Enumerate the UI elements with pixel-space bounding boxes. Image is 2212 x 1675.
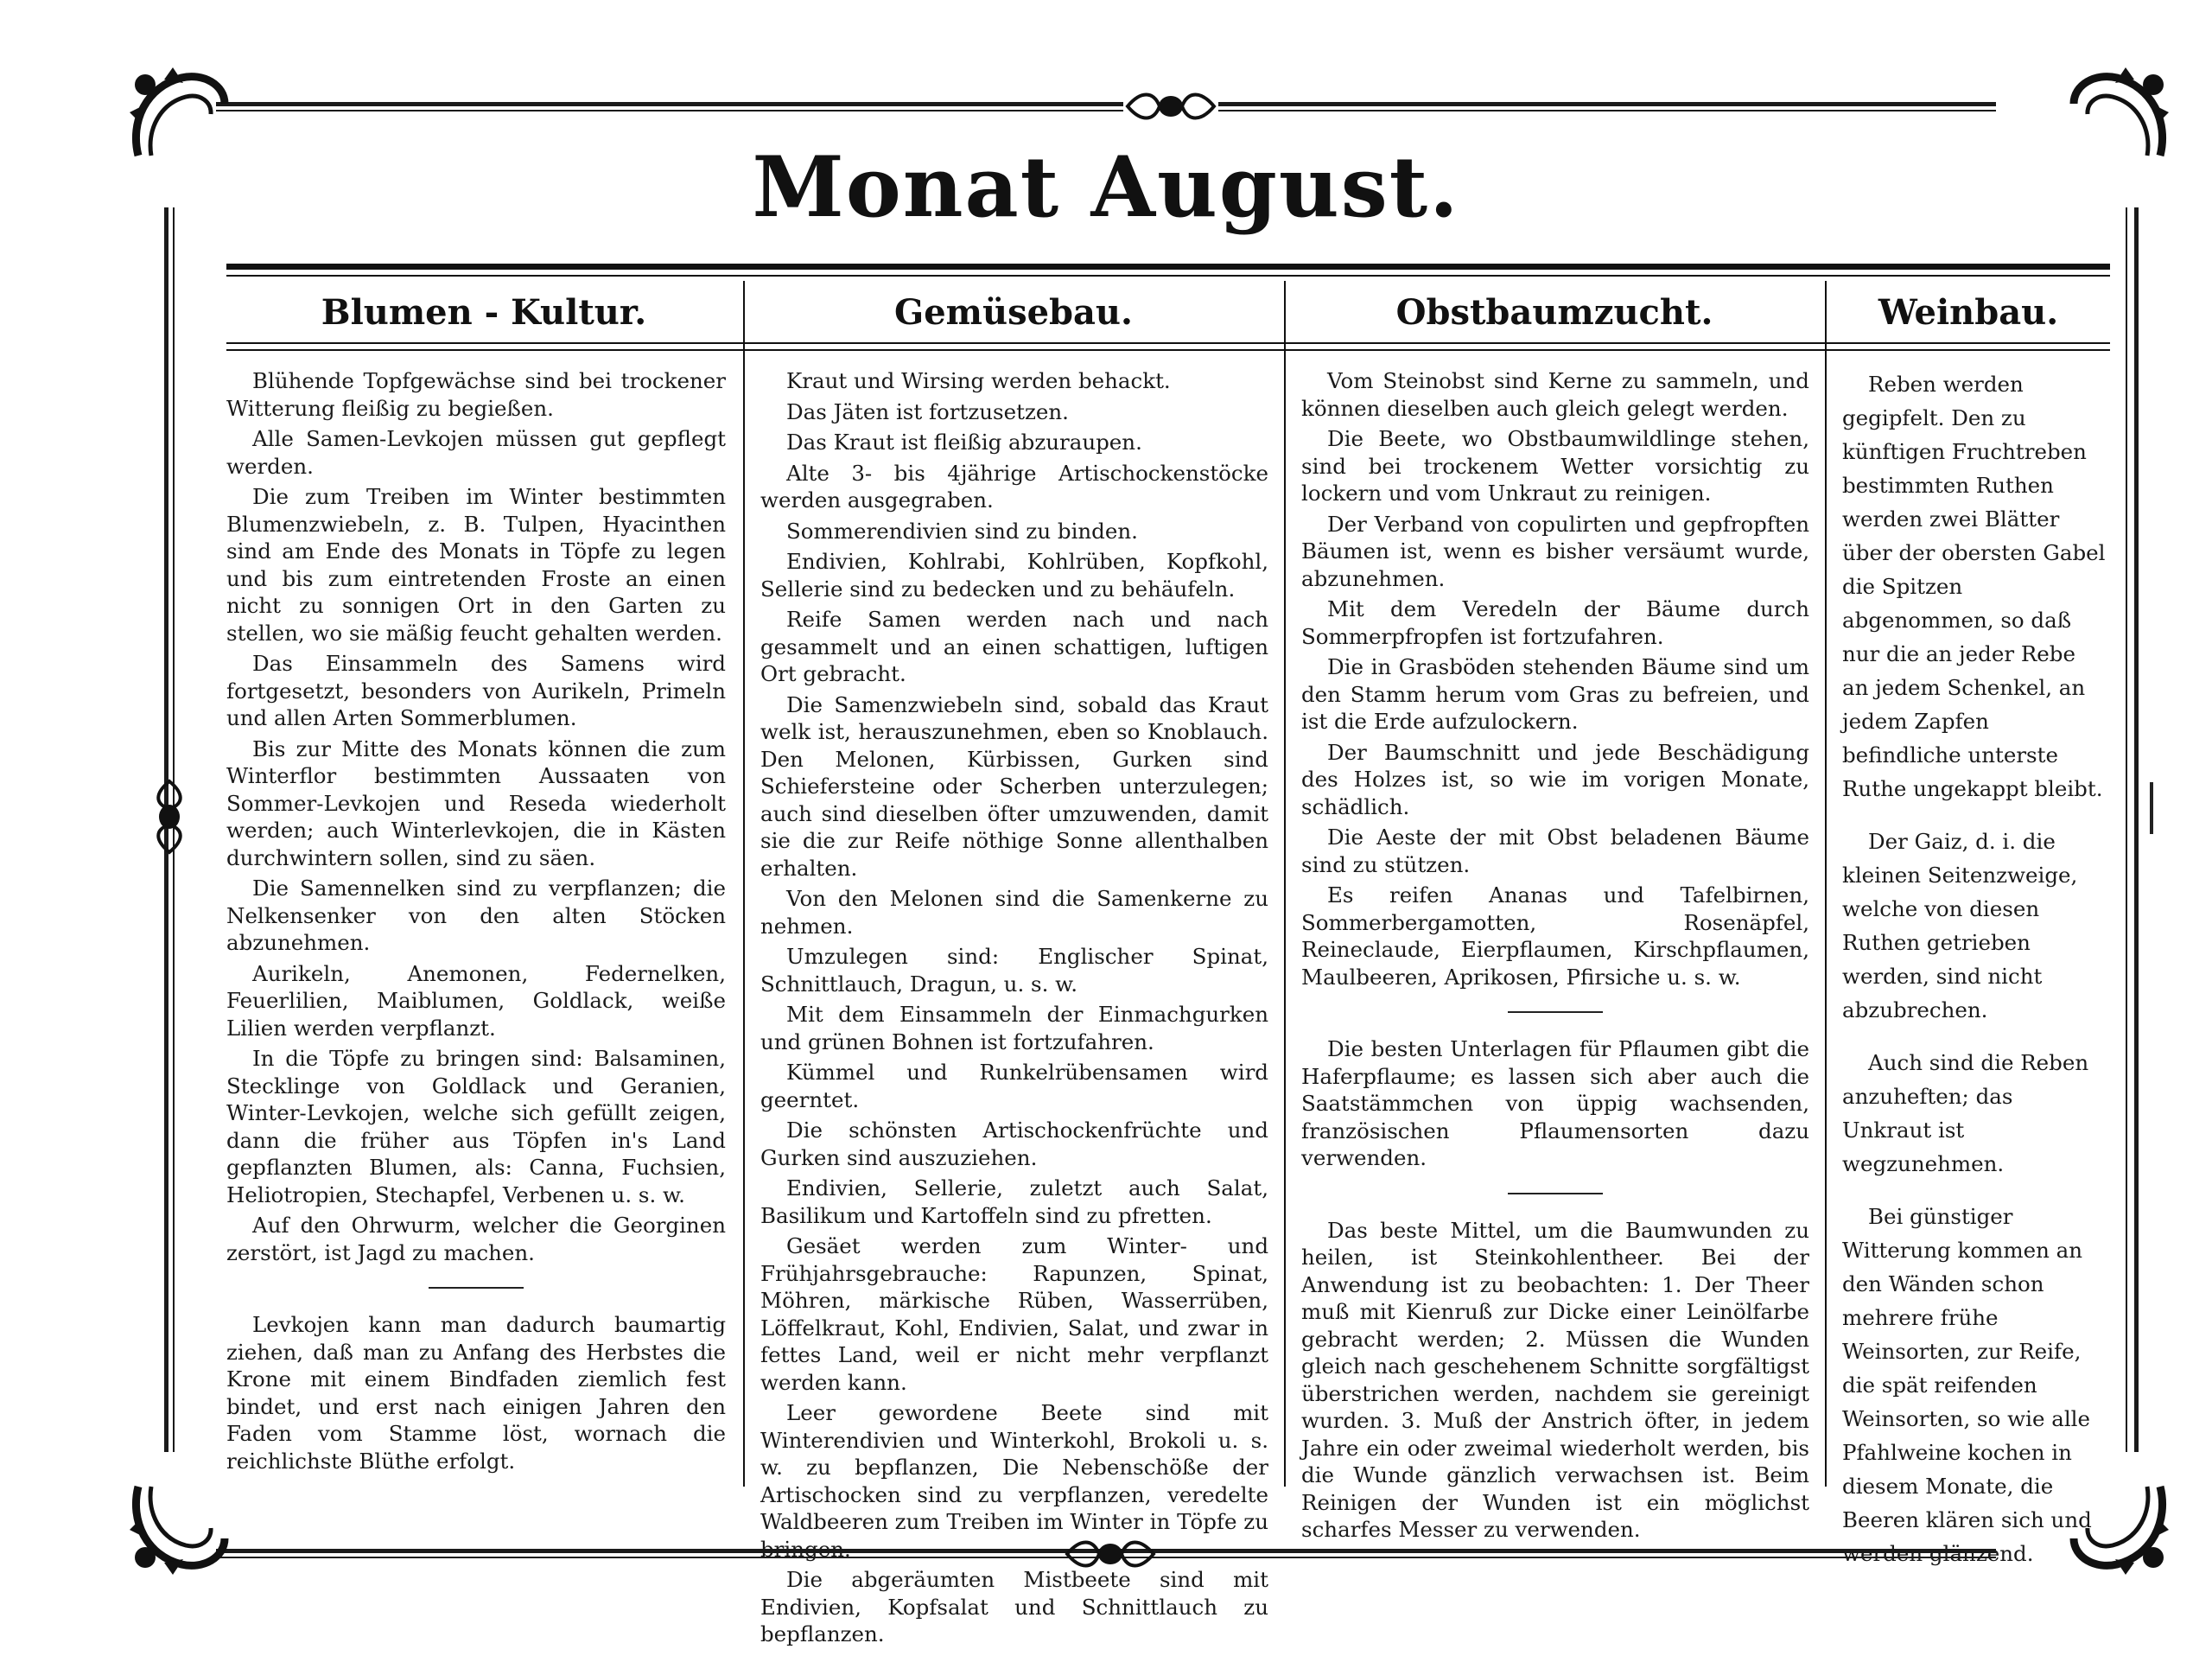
paragraph: Die Beete, wo Obstbaumwildlinge stehen, sind bei trockenem Wetter vorsichtig zu lockern und vom Unkraut zu reinigen.: [1301, 426, 1809, 506]
paragraph: Von den Melonen sind die Samenkerne zu nehmen.: [760, 886, 1268, 939]
column-heading-blumen: Blumen - Kultur.: [321, 291, 647, 333]
column-heading-obst: Obstbaumzucht.: [1395, 291, 1713, 333]
paragraph: Blühende Topfgewächse sind bei trockener Witterung fleißig zu begießen.: [226, 368, 726, 421]
header-rule: [226, 264, 2110, 270]
paragraph: Das beste Mittel, um die Baumwunden zu heilen, ist Steinkohlentheer. Bei der Anwendung ist zu beobachten: 1. Der Theer muß mit Kienruß zur Dicke einer Leinölfarbe gebracht werden; 2. Müssen die Wunden gleich nach geschehenem Schnitte sorgfältigst überstrichen werden, nachdem sie gereinigt wurden. 3. Muß der Anstrich öfter, in jedem Jahre ein oder zweimal wiederholt werden, bis die Wunde gänzlich verwachsen ist. Beim Reinigen der Wunden ist ein möglichst scharfes Messer zu verwenden.: [1301, 1217, 1809, 1542]
heading-rule-thin: [226, 349, 2110, 351]
paragraph: Endivien, Kohlrabi, Kohlrüben, Kopfkohl, Sellerie sind zu bedecken und zu behäufeln.: [760, 549, 1268, 602]
paragraph: Der Gaiz, d. i. die kleinen Seitenzweige, welche von diesen Ruthen getrieben werden, sind nicht abzubrechen.: [1842, 829, 2078, 1022]
paragraph: Die Samennelken sind zu verpflanzen; die Nelkensenker von den alten Stöcken abzunehmen.: [226, 876, 726, 955]
paragraph: Das Einsammeln des Samens wird fortgesetzt, besonders von Aurikeln, Primeln und allen Arten Sommerblumen.: [226, 651, 726, 730]
paragraph: Leer gewordene Beete sind mit Winterendivien und Winterkohl, Brokoli u. s. w. zu bepflanzen, Die Nebenschöße der Artischocken sind zu verpflanzen, veredelte Waldbeeren zum Treiben im Winter in Töpfe zu bringen.: [760, 1400, 1268, 1562]
column-obstbaumzucht: [1301, 367, 1809, 1547]
column-divider: [1825, 281, 1827, 1487]
paragraph: Bei günstiger Witterung kommen an den Wänden schon mehrere frühe Weinsorten, zur Reife, die spät reifenden Weinsorten, so wie alle Pfahlweine kochen in diesem Monate, die Beeren klären sich und werden glänzend.: [1842, 1204, 2092, 1566]
paragraph: Aurikeln, Anemonen, Federnelken, Feuerlilien, Maiblumen, Goldlack, weiße Lilien werden verpflanzt.: [226, 960, 726, 1041]
top-center-ornament-icon: [1123, 86, 1218, 126]
header-rule-thin: [226, 275, 2110, 277]
column-heading-gemuese: Gemüsebau.: [894, 291, 1133, 333]
paragraph: Die abgeräumten Mistbeete sind mit Endivien, Kopfsalat und Schnittlauch zu bepflanzen.: [760, 1567, 1268, 1646]
left-side-ornament-icon: [149, 778, 189, 856]
paragraph: Auch sind die Reben anzuheften; das Unkraut ist wegzunehmen.: [1842, 1050, 2089, 1176]
paragraph: Die zum Treiben im Winter bestimmten Blumenzwiebeln, z. B. Tulpen, Hyacinthen sind am Ende des Monats in Töpfe zu legen und bis zum eintretenden Froste an einen nicht zu sonnigen Ort in den Garten zu stellen, wo sie mäßig feucht gehalten werden.: [226, 484, 726, 646]
paragraph: Reben werden gegipfelt. Den zu künftigen Fruchtreben bestimmten Ruthen werden zwei Blätter über der obersten Gabel die Spitzen abgenommen, so daß nur die an jeder Rebe an jedem Schenkel, an jedem Zapfen befindliche unterste Ruthe ungekappt bleibt.: [1842, 372, 2106, 801]
column-heading-wein: Weinbau.: [1878, 291, 2059, 333]
paragraph: Levkojen kann man dadurch baumartig ziehen, daß man zu Anfang des Herbstes die Krone mit einem Bindfaden ziemlich fest bindet, und erst nach einigen Jahren den Faden vom Stamme löst, wornach die reichlichste Blüthe erfolgt.: [226, 1312, 726, 1474]
heading-rule: [226, 342, 2110, 344]
section-divider: [1508, 1193, 1603, 1194]
section-divider: [429, 1287, 524, 1289]
column-divider: [743, 281, 745, 1487]
paragraph: Die Samenzwiebeln sind, sobald das Kraut welk ist, herauszunehmen, eben so Knoblauch. Den Melonen, Kürbissen, Gurken sind Schiefersteine oder Scherben unterzulegen; auch sind dieselben öfter umzuwenden, damit sie die zur Reife nöthige Sonne allenthalben erhalten.: [760, 691, 1268, 881]
paragraph: Der Baumschnitt und jede Beschädigung des Holzes ist, so wie im vorigen Monate, schädlich.: [1301, 739, 1809, 819]
paragraph: Auf den Ohrwurm, welcher die Georginen zerstört, ist Jagd zu machen.: [226, 1213, 726, 1265]
section-divider: [1508, 1011, 1603, 1013]
column-weinbau: [1842, 367, 2106, 1589]
paragraph: Alle Samen-Levkojen müssen gut gepflegt werden.: [226, 426, 726, 479]
paragraph: Es reifen Ananas und Tafelbirnen, Sommerbergamotten, Rosenäpfel, Reineclaude, Eierpflaumen, Kirschpflaumen, Maulbeeren, Aprikosen, Pfirsiche u. s. w.: [1301, 882, 1809, 990]
paragraph: Die besten Unterlagen für Pflaumen gibt die Haferpflaume; es lassen sich aber auch die Saatstämmchen von üppig wachsenden, französischen Pflaumensorten dazu verwenden.: [1301, 1036, 1809, 1170]
paragraph: Bis zur Mitte des Monats können die zum Winterflor bestimmten Aussaaten von Sommer-Levkojen und Reseda wiederholt werden; auch Winterlevkojen, die in Kästen durchwintern sollen, sind zu säen.: [226, 736, 726, 870]
paragraph: Die Aeste der mit Obst beladenen Bäume sind zu stützen.: [1301, 825, 1809, 877]
column-blumen-kultur: [226, 367, 726, 1478]
top-border-rule-right: [1218, 102, 1996, 106]
paragraph: Alte 3- bis 4jährige Artischockenstöcke werden ausgegraben.: [760, 460, 1268, 513]
paragraph: Das Kraut ist fleißig abzuraupen.: [786, 430, 1142, 455]
margin-mark: [2150, 782, 2153, 834]
paragraph: Vom Steinobst sind Kerne zu sammeln, und können dieselben auch gleich gelegt werden.: [1301, 368, 1809, 421]
paragraph: Das Jäten ist fortzusetzen.: [786, 398, 1069, 424]
paragraph: Kümmel und Runkelrübensamen wird geerntet.: [760, 1060, 1268, 1112]
paragraph: Gesäet werden zum Winter- und Frühjahrsgebrauche: Rapunzen, Spinat, Möhren, märkische Rüben, Wasserrüben, Löffelkraut, Kohl, Endivien, Salat, und zwar in fettes Land, weil er nicht mehr verpflanzt werden kann.: [760, 1233, 1268, 1395]
paragraph: Sommerendivien sind zu binden.: [786, 518, 1138, 544]
paragraph: Die schönsten Artischockenfrüchte und Gurken sind auszuziehen.: [760, 1118, 1268, 1170]
right-border-rule-thin: [2126, 207, 2127, 1452]
paragraph: Kraut und Wirsing werden behackt.: [786, 368, 1171, 393]
right-border-rule: [2134, 207, 2139, 1452]
paragraph: Mit dem Veredeln der Bäume durch Sommerpfropfen ist fortzufahren.: [1301, 596, 1809, 649]
paragraph: Mit dem Einsammeln der Einmachgurken und grünen Bohnen ist fortzufahren.: [760, 1002, 1268, 1054]
top-border-rule-right-thin: [1218, 110, 1996, 111]
top-border-rule-thin: [216, 110, 1123, 111]
column-gemuesebau: [760, 367, 1268, 1652]
paragraph: Umzulegen sind: Englischer Spinat, Schnittlauch, Dragun, u. s. w.: [760, 944, 1268, 997]
page-title: Monat August.: [752, 138, 1460, 236]
paragraph: In die Töpfe zu bringen sind: Balsaminen, Stecklinge von Goldlack und Geranien, Winter-Levkojen, welche sich gefüllt zeigen, dann die früher aus Töpfen in's Land gepflanzten Blumen, als: Canna, Fuchsien, Heliotropien, Stechapfel, Verbenen u. s. w.: [226, 1046, 726, 1207]
corner-ornament-icon: [121, 1469, 233, 1582]
top-border-rule: [216, 102, 1123, 106]
column-divider: [1284, 281, 1286, 1487]
paragraph: Der Verband von copulirten und gepfropften Bäumen ist, wenn es bisher versäumt wurde, abzunehmen.: [1301, 511, 1809, 591]
paragraph: Reife Samen werden nach und nach gesammelt und an einen schattigen, luftigen Ort gebracht.: [760, 607, 1268, 686]
paragraph: Endivien, Sellerie, zuletzt auch Salat, Basilikum und Kartoffeln sind zu pfretten.: [760, 1175, 1268, 1228]
paragraph: Die in Grasböden stehenden Bäume sind um den Stamm herum vom Gras zu befreien, und ist die Erde aufzulockern.: [1301, 654, 1809, 734]
